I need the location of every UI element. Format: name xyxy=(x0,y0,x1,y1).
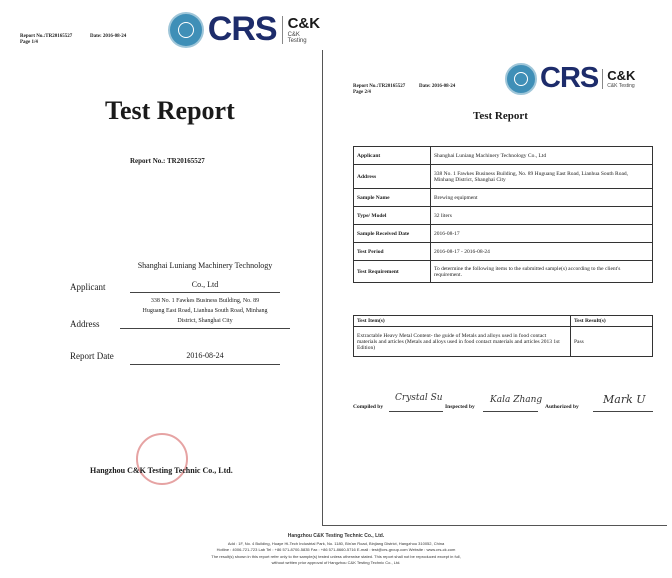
table-row xyxy=(354,189,653,207)
applicant-label: Applicant xyxy=(354,147,431,165)
table-row xyxy=(354,165,653,189)
page-title: Test Report xyxy=(105,96,235,125)
table-row xyxy=(354,327,653,357)
footer-address: Add : 1F, No. 4 Building, Huaye Hi-Tech Industrial Park, No. 1180, Bin'an Road, Binjiang District, Hangzhou 310052, China xyxy=(227,541,445,546)
divider xyxy=(130,292,280,293)
address-value-line1: 338 No. 1 Fawkes Business Building, No. 89 xyxy=(150,298,260,304)
applicant-label: Applicant xyxy=(70,282,106,292)
authorized-by-label: Authorized by xyxy=(545,404,579,410)
page-number: Page 1/4 xyxy=(20,40,38,45)
divider xyxy=(130,364,280,365)
table-header-row xyxy=(354,316,653,327)
sample-name-value: Brewing equipment xyxy=(431,189,653,207)
test-items-header: Test Item(s) xyxy=(354,316,571,327)
received-date-label: Sample Received Date xyxy=(354,225,431,243)
table-row xyxy=(354,243,653,261)
report-page-2 xyxy=(322,50,667,526)
address-label: Address xyxy=(354,165,431,189)
table-row xyxy=(354,261,653,283)
address-label: Address xyxy=(70,319,100,329)
model-value: 32 liters xyxy=(431,207,653,225)
address-value-line3: District, Shanghai City xyxy=(177,318,233,324)
date-header: Date: 2016-08-24 xyxy=(419,84,456,89)
test-requirement-label: Test Requirement xyxy=(354,261,431,283)
applicant-value-line1: Shanghai Luniang Machinery Technology xyxy=(137,261,273,270)
footer-disclaimer: The result(s) shown in this report refer only to the sample(s) tested unless otherwise stated. This report shall not be reproduced except in full, xyxy=(211,554,461,559)
seal-icon xyxy=(505,63,537,95)
date-header: Date: 2016-08-24 xyxy=(90,34,127,39)
page-title: Test Report xyxy=(473,110,528,122)
report-page-1 xyxy=(10,8,320,528)
footer-company: Hangzhou C&K Testing Technic Co., Ltd. xyxy=(287,533,385,539)
test-result: Pass xyxy=(571,327,653,357)
report-info-table xyxy=(353,146,653,283)
crs-logo xyxy=(168,10,320,49)
applicant-value-line2: Co., Ltd xyxy=(191,280,219,289)
divider xyxy=(120,328,290,329)
test-requirement-value: To determine the following items to the submitted sample(s) according to the client's requirement. xyxy=(431,261,653,283)
applicant-value: Shanghai Luniang Machinery Technology Co., Ltd xyxy=(431,147,653,165)
table-row xyxy=(354,207,653,225)
ck-logo: C&K C&K Testing xyxy=(602,69,635,89)
crs-logo-text: CRS xyxy=(540,62,599,94)
model-label: Type/ Model xyxy=(354,207,431,225)
signature-line xyxy=(389,411,443,412)
report-date-value: 2016-08-24 xyxy=(186,351,224,360)
page-number: Page 2/4 xyxy=(353,90,371,95)
table-row xyxy=(354,225,653,243)
company-name: Hangzhou C&K Testing Technic Co., Ltd. xyxy=(90,466,233,475)
crs-logo-text: CRS xyxy=(207,10,277,48)
test-period-label: Test Period xyxy=(354,243,431,261)
compiler-signature: Crystal Su xyxy=(395,393,443,403)
inspected-by-label: Inspected by xyxy=(445,404,475,410)
signature-line xyxy=(593,411,653,412)
report-number-header: Report No.:TR20165527 xyxy=(20,34,73,39)
received-date-value: 2016-08-17 xyxy=(431,225,653,243)
authorizer-signature: Mark U xyxy=(603,393,646,406)
test-item: Extractable Heavy Metal Content- the guide of Metals and alloys used in food contact materials and articles (Metals and alloys used in food contact materials and articles 2013 1st Edition) xyxy=(354,327,571,357)
company-stamp xyxy=(136,433,188,485)
test-results-header: Test Result(s) xyxy=(571,316,653,327)
ck-logo: C&K C&K Testing xyxy=(282,16,321,44)
address-value-line2: Huguang East Road, Lianhua South Road, Minhang xyxy=(142,308,268,314)
seal-icon xyxy=(168,12,204,48)
sample-name-label: Sample Name xyxy=(354,189,431,207)
report-date-label: Report Date xyxy=(70,351,114,361)
table-row xyxy=(354,147,653,165)
compiled-by-label: Compiled by xyxy=(353,404,384,410)
crs-logo xyxy=(505,62,635,95)
report-number-header: Report No.:TR20165527 xyxy=(353,84,406,89)
inspector-signature: Kala Zhang xyxy=(490,395,543,405)
test-period-value: 2016-08-17 - 2016-08-24 xyxy=(431,243,653,261)
report-number: Report No.: TR20165527 xyxy=(130,157,205,165)
address-value: 338 No. 1 Fawkes Business Building, No. 89 Huguang East Road, Lianhua South Road, Minhang District, Shanghai City xyxy=(431,165,653,189)
results-table xyxy=(353,315,653,357)
footer-contact: Hotline : 4006-721-723 Lab Tel : +86 571-8700-5835 Fax : +86 571-8660-5716 E-mail : test@crs-group.com Website : www.crs-ck.com xyxy=(216,547,456,552)
signature-line xyxy=(483,411,538,412)
footer-disclaimer-2: without written prior approval of Hangzhou C&K Testing Technic Co., Ltd. xyxy=(271,560,401,565)
